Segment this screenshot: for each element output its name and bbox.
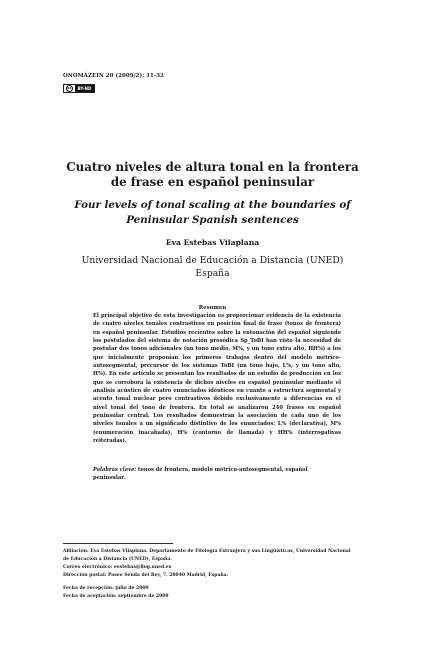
keywords-text: tonos de frontera, modelo métrico-autosegmental, español peninsular. — [93, 467, 308, 482]
affiliation-country: España — [195, 268, 230, 279]
journal-citation: ONOMÁZEIN 20 (2009/2): 11-32 — [63, 73, 164, 79]
author-affiliation — [60, 254, 365, 280]
received-date: Fecha de recepción: julio de 2009 — [63, 586, 149, 591]
cc-symbol: cc — [67, 86, 72, 90]
footnote-email[interactable]: Correo electrónico: eestebas@flog.uned.es — [63, 565, 172, 571]
abstract-heading: Resumen — [198, 305, 227, 311]
affiliation-institution: Universidad Nacional de Educación a Distancia (UNED) — [81, 255, 344, 266]
article-subtitle: Four levels of tonal scaling at the boundaries of Peninsular Spanish sentences — [74, 199, 351, 226]
footnote-affiliation: Afiliación: Eva Estebas Vilaplana. Departamento de Filología Extranjera y sus Lingüísticas, Universidad Nacional de Educación a Distancia (UNED), España. — [63, 549, 351, 563]
keywords-label: Palabras clave: — [93, 467, 137, 473]
creative-commons-icon — [64, 85, 75, 92]
license-badge[interactable] — [63, 84, 95, 93]
publication-dates — [63, 585, 353, 601]
accepted-date: Fecha de aceptación: septiembre de 2009 — [63, 594, 169, 600]
license-tag: BY-ND — [75, 85, 94, 92]
footnote-divider — [63, 543, 173, 544]
footnote-address: Dirección postal: Paseo Senda del Rey, 7. 28040 Madrid, España. — [63, 573, 229, 579]
article-title: Cuatro niveles de altura tonal en la frontera de frase en español peninsular — [66, 160, 359, 189]
abstract-text: El principal objetivo de esta investigación es proporcionar evidencia de la existencia de cuatro niveles tonales contrastivos en posición final de frase (tonos de frontera) en español peninsular. Estudios recientes sobre la entonación del español siguiendo los postulados del sistema de notación prosódica Sp_ToBI han visto la necesidad de postular dos tonos adicionales (un tono medio, M%, y un tono extra alto, HH%) a los que inicialmente proponían los primeros trabajos dentro del modelo métrico-autosegmental, precursor de los sistemas ToBI (un tono bajo, L%, y un tono alto, H%). En este artículo se presentan los resultados de un estudio de producción en los que se corrobora la existencia de dichos niveles en español peninsular mediante el análisis acústico de cuatro enunciados idénticos en cuanto a estructura segmental y acento tonal nuclear pero contrastivos debido exclusivamente a diferencias en el nivel tonal del tono de frontera. En total se analizaron 240 frases en español peninsular central. Los resultados demuestran la asociación de cada uno de los niveles tonales a un significado distintivo de los enunciados: L% (declarativa), M% (enumeración inacabada), H% (contorno de llamada) y HH% (interrogativas reiteradas). — [93, 313, 341, 445]
author-name: Eva Estebas Vilaplana — [165, 238, 260, 247]
footnote — [63, 548, 353, 580]
keywords — [93, 466, 341, 483]
